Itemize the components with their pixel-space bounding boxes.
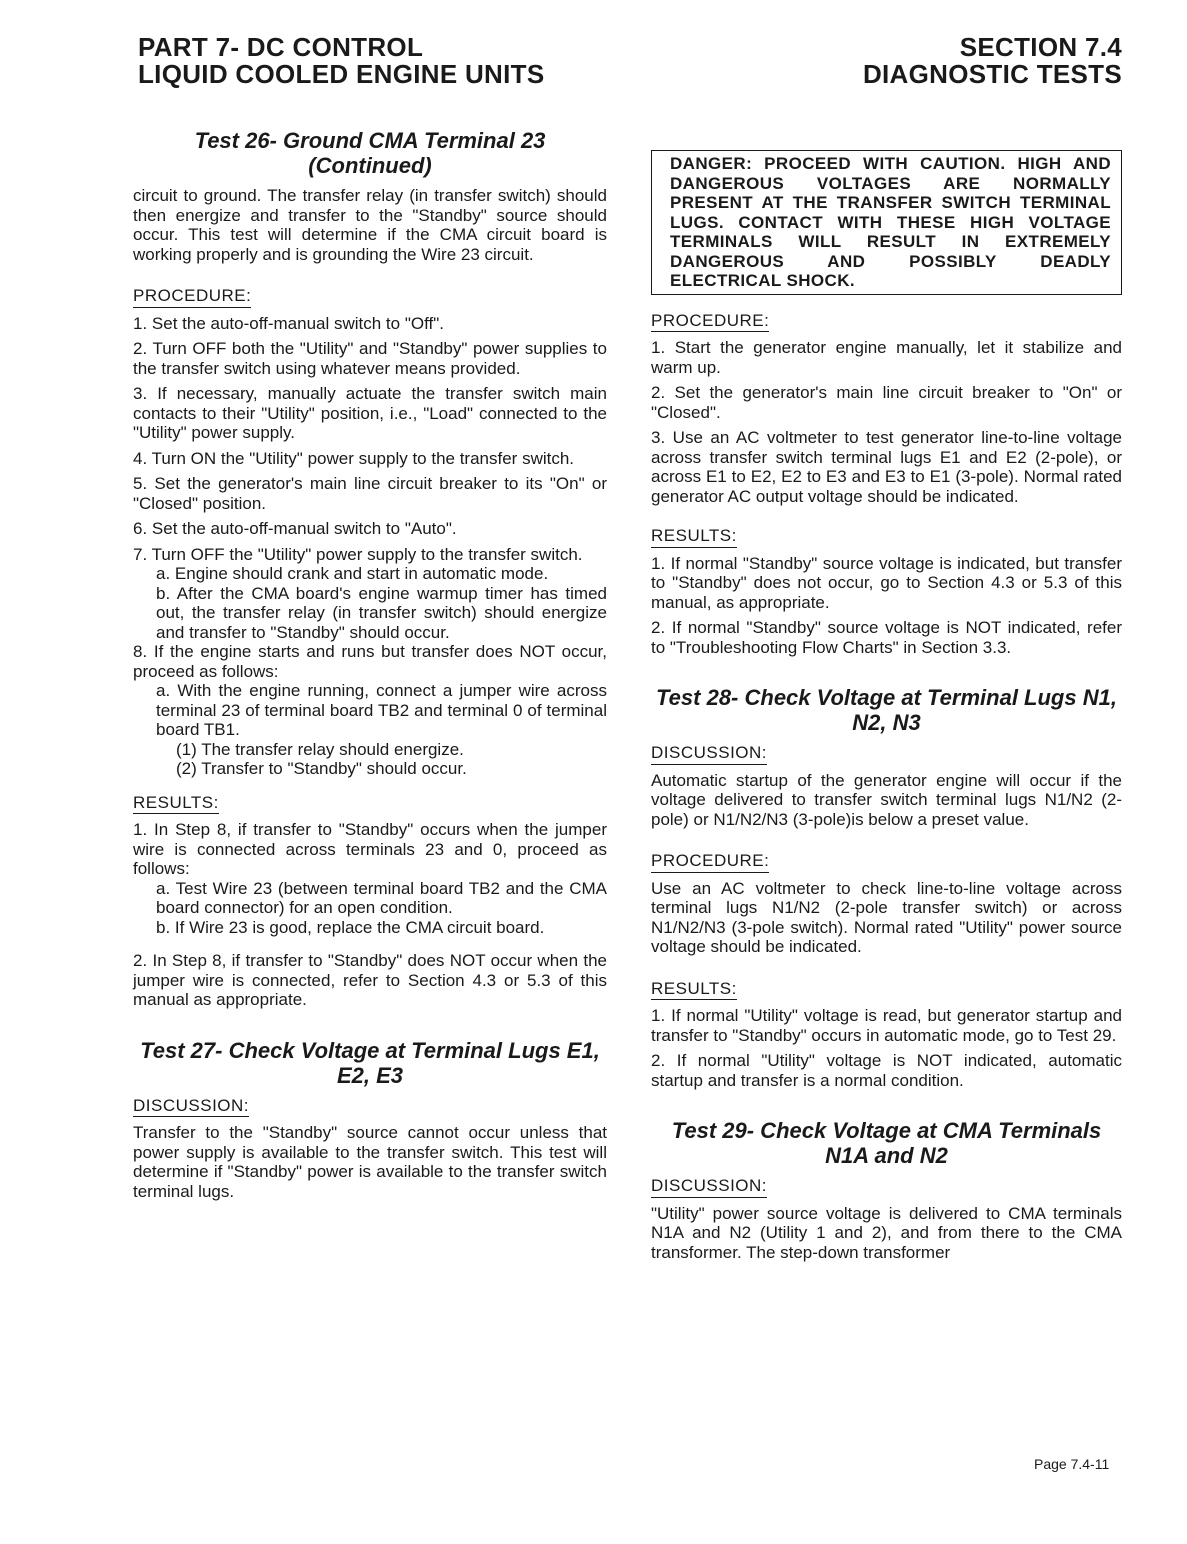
page-number: Page 7.4-11: [1034, 1456, 1110, 1472]
procedure-substep: a. Engine should crank and start in automatic mode.: [156, 564, 549, 583]
procedure-step: 2. Set the generator's main line circuit breaker to "On" or "Closed".: [651, 383, 1122, 422]
test28-discussion: Automatic startup of the generator engine will occur if the voltage delivered to transfer switch terminal lugs N1/N2 (2-pole) or N1/N2/N3 (3-pole)is below a preset value.: [651, 770, 1122, 829]
result-item: 1. In Step 8, if transfer to "Standby" occurs when the jumper wire is connected across terminals 23 and 0, proceed as follows:: [133, 820, 607, 878]
procedure-subsubstep: (2) Transfer to "Standby" should occur.: [176, 759, 467, 778]
danger-box: DANGER: PROCEED WITH CAUTION. HIGH AND DANGEROUS VOLTAGES ARE NORMALLY PRESENT AT THE TRANSFER SWITCH TERMINAL LUGS. CONTACT WITH THESE HIGH VOLTAGE TERMINALS WILL RESULT IN EXTREMELY DANGEROUS AND POSSIBLY DEADLY ELECTRICAL SHOCK.: [651, 150, 1122, 295]
procedure-step: 8. If the engine starts and runs but transfer does NOT occur, proceed as follows:: [133, 642, 607, 681]
result-item: 1. If normal "Standby" source voltage is indicated, but transfer to "Standby" does not occur, go to Section 4.3 or 5.3 of this manual, as appropriate.: [651, 553, 1122, 612]
discussion-label: DISCUSSION:: [133, 1096, 249, 1118]
section-title: SECTION 7.4: [959, 32, 1122, 62]
discussion-label: DISCUSSION:: [651, 743, 767, 765]
procedure-step: 1. Start the generator engine manually, let it stabilize and warm up.: [651, 338, 1122, 377]
section-subtitle: DIAGNOSTIC TESTS: [862, 59, 1122, 89]
procedure-step: 2. Turn OFF both the "Utility" and "Standby" power supplies to the transfer switch using whatever means provided.: [133, 339, 607, 378]
results-label: RESULTS:: [651, 979, 737, 1001]
result-item: 1. If normal "Utility" voltage is read, but generator startup and transfer to "Standby" occurs in automatic mode, go to Test 29.: [651, 1006, 1122, 1045]
procedure-step: 3. Use an AC voltmeter to test generator line-to-line voltage across transfer switch terminal lugs E1 and E2 (2-pole), or across E1 to E2, E2 to E3 and E3 to E1 (3-pole). Normal rated generator AC output voltage should be indicated.: [651, 428, 1122, 506]
test27-discussion: Transfer to the "Standby" source cannot occur unless that power supply is available to the transfer switch. This test will determine if "Standby" power is available to the transfer switch terminal lugs.: [133, 1123, 607, 1201]
procedure-subsubstep: (1) The transfer relay should energize.: [176, 739, 464, 759]
result-item: 2. If normal "Utility" voltage is NOT indicated, automatic startup and transfer is a normal condition.: [651, 1051, 1122, 1090]
part-subtitle: LIQUID COOLED ENGINE UNITS: [138, 59, 545, 89]
right-column: [651, 128, 1122, 1270]
procedure-label: PROCEDURE:: [133, 286, 251, 308]
test27-title: Test 27- Check Voltage at Terminal Lugs E1, E2, E3: [140, 1037, 600, 1088]
procedure-step: 5. Set the generator's main line circuit breaker to its "On" or "Closed" position.: [133, 474, 607, 513]
procedure-substep: a. With the engine running, connect a jumper wire across terminal 23 of terminal board TB2 and terminal 0 of terminal board TB1.: [156, 681, 607, 739]
test29-title: Test 29- Check Voltage at CMA Terminals N1A and N2: [671, 1118, 1102, 1168]
discussion-label: DISCUSSION:: [651, 1176, 767, 1198]
result-substep: a. Test Wire 23 (between terminal board TB2 and the CMA board connector) for an open condition.: [156, 878, 607, 917]
test28-title: Test 28- Check Voltage at Terminal Lugs N1, N2, N3: [656, 685, 1117, 735]
procedure-step: 3. If necessary, manually actuate the transfer switch main contacts to their "Utility" position, i.e., "Load" connected to the "Utility" power supply.: [133, 384, 607, 442]
procedure-step: 6. Set the auto-off-manual switch to "Auto".: [133, 519, 457, 538]
part-title: PART 7- DC CONTROL: [138, 32, 424, 62]
result-item: 2. If normal "Standby" source voltage is NOT indicated, refer to "Troubleshooting Flow Charts" in Section 3.3.: [651, 618, 1122, 657]
test29-discussion: "Utility" power source voltage is delivered to CMA terminals N1A and N2 (Utility 1 and 2), and from there to the CMA transformer. The step-down transformer: [651, 1203, 1122, 1262]
procedure-step: 4. Turn ON the "Utility" power supply to the transfer switch.: [133, 448, 575, 468]
procedure-step: 7. Turn OFF the "Utility" power supply to the transfer switch.: [133, 544, 583, 564]
procedure-label: PROCEDURE:: [651, 311, 769, 333]
results-label: RESULTS:: [133, 793, 219, 815]
test26-title: Test 26- Ground CMA Terminal 23 (Continued): [194, 128, 546, 178]
procedure-step: 1. Set the auto-off-manual switch to "Off".: [133, 313, 444, 333]
result-substep: b. If Wire 23 is good, replace the CMA circuit board.: [156, 917, 545, 937]
procedure-label: PROCEDURE:: [651, 851, 769, 873]
result-item: 2. In Step 8, if transfer to "Standby" does NOT occur when the jumper wire is connected, refer to Section 4.3 or 5.3 of this manual as appropriate.: [133, 951, 607, 1009]
procedure-substep: b. After the CMA board's engine warmup timer has timed out, the transfer relay (in transfer switch) should energize and transfer to "Standby" should occur.: [156, 583, 607, 642]
results-label: RESULTS:: [651, 526, 737, 548]
test28-procedure: Use an AC voltmeter to check line-to-line voltage across terminal lugs N1/N2 (2-pole transfer switch) or across N1/N2/N3 (3-pole switch). Normal rated "Utility" power source voltage should be indicated.: [651, 878, 1122, 956]
section-header: [863, 34, 1122, 88]
test26-intro: circuit to ground. The transfer relay (in transfer switch) should then energize and transfer to the "Standby" source should occur. This test will determine if the CMA circuit board is working properly and is grounding the Wire 23 circuit.: [133, 186, 607, 264]
part-header: [138, 34, 544, 88]
left-column: [133, 128, 607, 1209]
